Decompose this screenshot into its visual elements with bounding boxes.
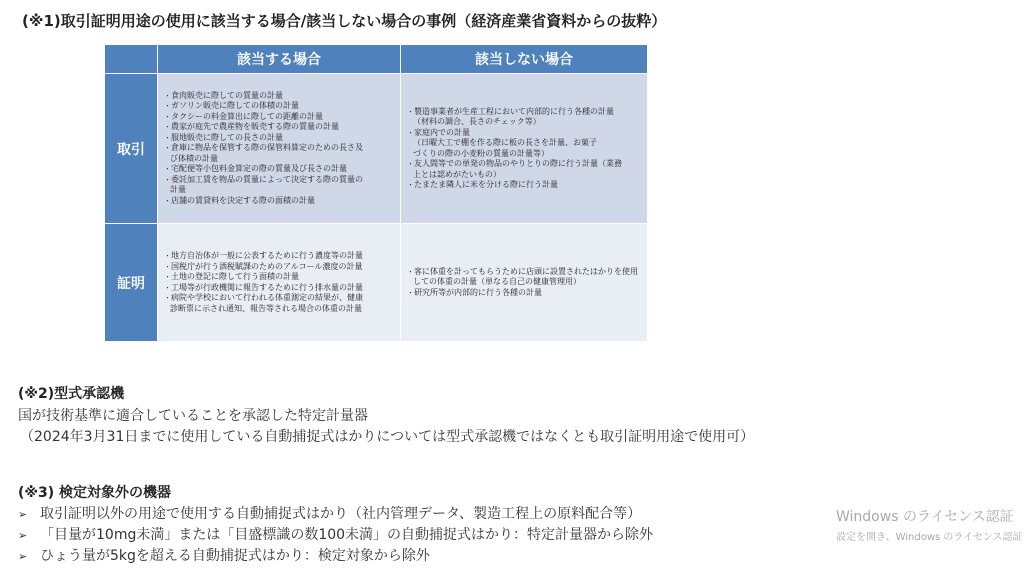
list-item: ・ 農家が庭先で農産物を販売する際の質量の計量 xyxy=(164,122,396,133)
row-label-transaction: 取引 xyxy=(105,74,158,224)
section2-line1: 国が技術基準に適合していることを承認した特定計量器 xyxy=(18,408,368,424)
list-item: ・ 客に体重を計ってもらうために店頭に設置されたはかりを使用 しての体重の計量（単なる自己の健康管理用） xyxy=(407,267,643,288)
list-item: ・ 国税庁が行う酒税賦課のためのアルコール濃度の計量 xyxy=(164,262,396,273)
cell-certification-applies xyxy=(158,224,401,342)
list-item: ・ 家庭内での計量 （日曜大工で棚を作る際に板の長さを計量、お菓子 づくりの際の小麦粉の質量の計量等） xyxy=(407,128,643,160)
list-item: ・ 製造事業者が生産工程において内部的に行う各種の計量 （材料の調合、長さのチェック等） xyxy=(407,107,643,128)
list-item: ・ 店舗の賃貸料を決定する際の面積の計量 xyxy=(164,196,396,207)
section2-line2: （2024年3月31日までに使用している自動捕捉式はかりについては型式承認機ではなくとも取引証明用途で使用可） xyxy=(20,429,755,445)
list xyxy=(401,103,647,195)
cell-certification-not-applies xyxy=(401,224,648,342)
page-title: (※1)取引証明用途の使用に該当する場合/該当しない場合の事例（経済産業省資料からの抜粋） xyxy=(22,12,667,30)
arrow-bullet-icon: ➢ xyxy=(18,550,28,563)
section2-title: (※2)型式承認機 xyxy=(18,386,125,402)
table-row xyxy=(105,224,648,342)
arrow-bullet-icon: ➢ xyxy=(18,529,28,542)
cell-transaction-not-applies xyxy=(401,74,648,224)
comparison-table xyxy=(104,44,648,342)
table-row xyxy=(105,74,648,224)
list-item: ・ 友人間等での単発の物品のやりとりの際に行う計量（業務 上とは認めがたいもの） xyxy=(407,159,643,180)
list-item: ・ 食肉販売に際しての質量の計量 xyxy=(164,91,396,102)
activation-watermark-subtitle: 設定を開き、Windows のライセンス認証 xyxy=(836,532,1023,543)
list-item: ・ 病院や学校において行われる体重測定の結果が、健康 診断票に示され通知、報告等される場合の体重の計量 xyxy=(164,293,396,314)
header-applies: 該当する場合 xyxy=(158,45,401,74)
list-item: ・ タクシーの料金算出に際しての距離の計量 xyxy=(164,112,396,123)
list-item: ・ 委託加工賃を物品の質量によって決定する際の質量の 計量 xyxy=(164,175,396,196)
section3-item-text: ひょう量が5kgを超える自動捕捉式はかり：検定対象から除外 xyxy=(40,548,430,564)
list-item: ・ 工場等が行政機関に報告するために行う排水量の計量 xyxy=(164,283,396,294)
arrow-bullet-icon: ➢ xyxy=(18,508,28,521)
list-item: ・ ガソリン販売に際しての体積の計量 xyxy=(164,101,396,112)
list-item: ・ 地方自治体が一般に公表するために行う濃度等の計量 xyxy=(164,251,396,262)
list xyxy=(158,247,400,318)
section3-title: (※3) 検定対象外の機器 xyxy=(18,485,172,501)
list-item: ・ たまたま隣人に米を分ける際に行う計量 xyxy=(407,180,643,191)
header-not-applies: 該当しない場合 xyxy=(401,45,648,74)
list-item: ・ 宅配便等小包料金算定の際の質量及び長さの計量 xyxy=(164,164,396,175)
activation-watermark-title: Windows のライセンス認証 xyxy=(836,509,1014,525)
list xyxy=(401,263,647,303)
cell-transaction-applies xyxy=(158,74,401,224)
table-header-row xyxy=(105,45,648,74)
section3-item xyxy=(18,545,430,565)
row-label-certification: 証明 xyxy=(105,224,158,342)
list-item: ・ 服地販売に際しての長さの計量 xyxy=(164,133,396,144)
section3-item-text: 取引証明以外の用途で使用する自動捕捉式はかり（社内管理データ、製造工程上の原料配合等） xyxy=(40,506,642,522)
section3-item-text: 「目量が10mg未満」または「目盛標識の数100未満」の自動捕捉式はかり：特定計量器から除外 xyxy=(40,527,654,543)
list-item: ・ 研究所等が内部的に行う各種の計量 xyxy=(407,288,643,299)
list-item: ・ 倉庫に物品を保管する際の保管料算定のための長さ及 び体積の計量 xyxy=(164,143,396,164)
section3-item xyxy=(18,524,653,544)
table-corner xyxy=(105,45,158,74)
list xyxy=(158,87,400,211)
list-item: ・ 土地の登記に際して行う面積の計量 xyxy=(164,272,396,283)
section3-item xyxy=(18,503,641,523)
